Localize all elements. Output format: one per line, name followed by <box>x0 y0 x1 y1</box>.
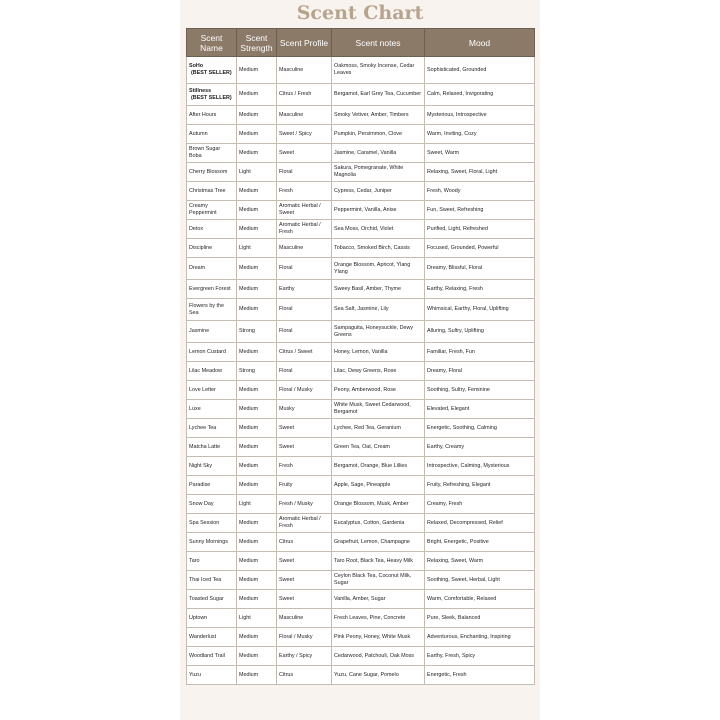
scent-table <box>186 28 535 685</box>
table-row <box>187 514 535 533</box>
cell-profile: Fresh / Musky <box>277 495 332 514</box>
cell-profile: Masculine <box>277 239 332 258</box>
cell-mood: Whimsical, Earthy, Floral, Uplifting <box>425 299 535 321</box>
cell-scent-name: Jasmine <box>187 321 237 343</box>
table-row <box>187 201 535 220</box>
cell-scent-name: Taro <box>187 552 237 571</box>
cell-notes: Jasmine, Caramel, Vanilla <box>332 144 425 163</box>
cell-scent-name: Cherry Blossom <box>187 163 237 182</box>
cell-profile: Earthy / Spicy <box>277 647 332 666</box>
best-seller-tag: (BEST SELLER) <box>191 94 232 101</box>
table-row <box>187 381 535 400</box>
table-row <box>187 84 535 106</box>
cell-scent-name: Autumn <box>187 125 237 144</box>
cell-mood: Fruity, Refreshing, Elegant <box>425 476 535 495</box>
cell-notes: Tobacco, Smoked Birch, Cassis <box>332 239 425 258</box>
cell-strength: Medium <box>237 628 277 647</box>
table-row <box>187 628 535 647</box>
cell-mood: Bright, Energetic, Positive <box>425 533 535 552</box>
table-row <box>187 476 535 495</box>
cell-strength: Medium <box>237 125 277 144</box>
cell-profile: Sweet <box>277 419 332 438</box>
table-row <box>187 457 535 476</box>
cell-profile: Floral <box>277 299 332 321</box>
cell-strength: Medium <box>237 343 277 362</box>
cell-mood: Dreamy, Floral <box>425 362 535 381</box>
cell-profile: Floral <box>277 258 332 280</box>
cell-notes: Cedarwood, Patchouli, Oak Moss <box>332 647 425 666</box>
table-row <box>187 533 535 552</box>
cell-mood: Relaxing, Sweet, Warm <box>425 552 535 571</box>
header-scent-strength: Scent Strength <box>237 29 277 57</box>
cell-scent-name: Lemon Custard <box>187 343 237 362</box>
cell-strength: Medium <box>237 400 277 419</box>
cell-scent-name: Night Sky <box>187 457 237 476</box>
cell-mood: Soothing, Sultry, Feminine <box>425 381 535 400</box>
cell-notes: Peppermint, Vanilla, Anise <box>332 201 425 220</box>
header-scent-profile: Scent Profile <box>277 29 332 57</box>
cell-scent-name: Wanderlust <box>187 628 237 647</box>
cell-scent-name: Lilac Meadow <box>187 362 237 381</box>
header-scent-name: Scent Name <box>187 29 237 57</box>
cell-mood: Pure, Sleek, Balanced <box>425 609 535 628</box>
cell-strength: Medium <box>237 106 277 125</box>
table-row <box>187 220 535 239</box>
cell-mood: Soothing, Sweet, Herbal, Light <box>425 571 535 590</box>
cell-strength: Medium <box>237 666 277 685</box>
cell-scent-name: Detox <box>187 220 237 239</box>
cell-mood: Warm, Comfortable, Relaxed <box>425 590 535 609</box>
table-row <box>187 571 535 590</box>
table-row <box>187 400 535 419</box>
cell-notes: Bergamot, Orange, Blue Lillies <box>332 457 425 476</box>
cell-profile: Floral / Musky <box>277 628 332 647</box>
cell-strength: Medium <box>237 457 277 476</box>
cell-notes: Oakmoss, Smoky Incense, Cedar Leaves <box>332 57 425 84</box>
cell-notes: Vanilla, Amber, Sugar <box>332 590 425 609</box>
table-row <box>187 163 535 182</box>
cell-notes: Pink Peony, Honey, White Musk <box>332 628 425 647</box>
cell-mood: Creamy, Fresh <box>425 495 535 514</box>
cell-profile: Sweet <box>277 571 332 590</box>
cell-mood: Earthy, Fresh, Spicy <box>425 647 535 666</box>
cell-strength: Medium <box>237 201 277 220</box>
cell-mood: Warm, Inviting, Cozy <box>425 125 535 144</box>
cell-mood: Elevated, Elegant <box>425 400 535 419</box>
table-row <box>187 182 535 201</box>
cell-scent-name: Yuzu <box>187 666 237 685</box>
cell-profile: Floral <box>277 321 332 343</box>
cell-notes: Sea Salt, Jasmine, Lily <box>332 299 425 321</box>
header-scent-notes: Scent notes <box>332 29 425 57</box>
cell-profile: Fresh <box>277 457 332 476</box>
cell-notes: Lychee, Red Tea, Geranium <box>332 419 425 438</box>
cell-scent-name: Dream <box>187 258 237 280</box>
cell-profile: Aromatic Herbal / Fresh <box>277 514 332 533</box>
cell-notes: Honey, Lemon, Vanilla <box>332 343 425 362</box>
cell-mood: Alluring, Sultry, Uplifting <box>425 321 535 343</box>
cell-mood: Calm, Relaxed, Invigorating <box>425 84 535 106</box>
cell-scent-name: Love Letter <box>187 381 237 400</box>
cell-profile: Citrus / Sweet <box>277 343 332 362</box>
table-row <box>187 57 535 84</box>
cell-mood: Sophisticated, Grounded <box>425 57 535 84</box>
cell-scent-name: Woodland Trail <box>187 647 237 666</box>
cell-scent-name: Luxe <box>187 400 237 419</box>
cell-scent-name: After Hours <box>187 106 237 125</box>
cell-profile: Sweet <box>277 144 332 163</box>
table-row <box>187 438 535 457</box>
cell-strength: Medium <box>237 280 277 299</box>
cell-mood: Dreamy, Blissful, Floral <box>425 258 535 280</box>
cell-strength: Strong <box>237 362 277 381</box>
cell-notes: Sampaguita, Honeysuckle, Dewy Greens <box>332 321 425 343</box>
cell-notes: Eucalyptus, Cotton, Gardenia <box>332 514 425 533</box>
table-row <box>187 666 535 685</box>
cell-strength: Medium <box>237 84 277 106</box>
cell-notes: Smoky Vetiver, Amber, Timbers <box>332 106 425 125</box>
cell-mood: Relaxing, Sweet, Floral, Light <box>425 163 535 182</box>
cell-strength: Medium <box>237 381 277 400</box>
cell-strength: Medium <box>237 299 277 321</box>
cell-notes: Peony, Amberwood, Rose <box>332 381 425 400</box>
table-row <box>187 552 535 571</box>
table-row <box>187 144 535 163</box>
cell-mood: Energetic, Fresh <box>425 666 535 685</box>
table-row <box>187 299 535 321</box>
cell-scent-name: Flowers by the Sea <box>187 299 237 321</box>
cell-notes: Bergamot, Earl Grey Tea, Cucumber <box>332 84 425 106</box>
chart-title: Scent Chart <box>296 2 424 24</box>
cell-notes: White Musk, Sweet Cedarwood, Bergamot <box>332 400 425 419</box>
cell-profile: Fruity <box>277 476 332 495</box>
cell-scent-name: Creamy Peppermint <box>187 201 237 220</box>
cell-scent-name: Evergreen Forest <box>187 280 237 299</box>
cell-notes: Sweey Basil, Amber, Thyme <box>332 280 425 299</box>
cell-scent-name: Paradise <box>187 476 237 495</box>
cell-mood: Fun, Sweet, Refreshing <box>425 201 535 220</box>
cell-profile: Sweet / Spicy <box>277 125 332 144</box>
cell-profile: Citrus <box>277 533 332 552</box>
best-seller-tag: (BEST SELLER) <box>191 70 232 76</box>
cell-strength: Medium <box>237 438 277 457</box>
cell-mood: Relaxed, Decompressed, Relief <box>425 514 535 533</box>
cell-scent-name <box>187 57 237 84</box>
cell-mood: Mysterious, Introspective <box>425 106 535 125</box>
cell-mood: Focused, Grounded, Powerful <box>425 239 535 258</box>
cell-strength: Light <box>237 495 277 514</box>
cell-scent-name: Sunny Mornings <box>187 533 237 552</box>
cell-scent-name: Lychee Tea <box>187 419 237 438</box>
cell-profile: Aromatic Herbal / Fresh <box>277 220 332 239</box>
table-row <box>187 343 535 362</box>
cell-strength: Medium <box>237 590 277 609</box>
cell-notes: Green Tea, Oat, Cream <box>332 438 425 457</box>
cell-scent-name <box>187 84 237 106</box>
table-row <box>187 495 535 514</box>
cell-profile: Sweet <box>277 438 332 457</box>
cell-notes: Ceylon Black Tea, Coconut Milk, Sugar <box>332 571 425 590</box>
cell-profile: Sweet <box>277 590 332 609</box>
cell-profile: Floral / Musky <box>277 381 332 400</box>
cell-profile: Masculine <box>277 106 332 125</box>
cell-strength: Medium <box>237 220 277 239</box>
cell-strength: Light <box>237 163 277 182</box>
cell-scent-name: Toasted Sugar <box>187 590 237 609</box>
cell-mood: Sweet, Warm <box>425 144 535 163</box>
table-row <box>187 280 535 299</box>
cell-notes: Orange Blossom, Apricot, Ylang Ylang <box>332 258 425 280</box>
cell-profile: Musky <box>277 400 332 419</box>
table-header-row <box>187 29 535 57</box>
cell-strength: Light <box>237 239 277 258</box>
cell-profile: Sweet <box>277 552 332 571</box>
cell-mood: Earthy, Relaxing, Fresh <box>425 280 535 299</box>
cell-notes: Fresh Leaves, Pine, Concrete <box>332 609 425 628</box>
cell-notes: Lilac, Dewy Greens, Rose <box>332 362 425 381</box>
cell-strength: Medium <box>237 144 277 163</box>
table-row <box>187 362 535 381</box>
cell-scent-name: Brown Sugar Boba <box>187 144 237 163</box>
table-row <box>187 258 535 280</box>
cell-notes: Yuzu, Cane Sugar, Pomelo <box>332 666 425 685</box>
cell-notes: Grapefruit, Lemon, Champagne <box>332 533 425 552</box>
cell-profile: Masculine <box>277 609 332 628</box>
cell-strength: Medium <box>237 419 277 438</box>
cell-strength: Light <box>237 609 277 628</box>
cell-strength: Strong <box>237 321 277 343</box>
cell-scent-name: Thai Iced Tea <box>187 571 237 590</box>
cell-strength: Medium <box>237 476 277 495</box>
cell-strength: Medium <box>237 552 277 571</box>
table-row <box>187 125 535 144</box>
cell-strength: Medium <box>237 182 277 201</box>
cell-mood: Introspective, Calming, Mysterious <box>425 457 535 476</box>
cell-mood: Adventurous, Enchanting, Inspiring <box>425 628 535 647</box>
header-mood: Mood <box>425 29 535 57</box>
table-row <box>187 239 535 258</box>
cell-profile: Floral <box>277 362 332 381</box>
scent-name-bold: SoHo <box>189 63 204 69</box>
cell-mood: Familiar, Fresh, Fun <box>425 343 535 362</box>
cell-profile: Fresh <box>277 182 332 201</box>
cell-notes: Sea Moss, Orchid, Violet <box>332 220 425 239</box>
cell-strength: Medium <box>237 514 277 533</box>
cell-scent-name: Christmas Tree <box>187 182 237 201</box>
cell-notes: Taro Root, Black Tea, Heavy Milk <box>332 552 425 571</box>
cell-scent-name: Matcha Latte <box>187 438 237 457</box>
table-row <box>187 106 535 125</box>
cell-profile: Earthy <box>277 280 332 299</box>
scent-name-bold: Stillness <box>189 87 212 94</box>
cell-scent-name: Uptown <box>187 609 237 628</box>
cell-mood: Energetic, Soothing, Calming <box>425 419 535 438</box>
cell-profile: Floral <box>277 163 332 182</box>
cell-mood: Earthy, Creamy <box>425 438 535 457</box>
cell-mood: Purified, Light, Refreshed <box>425 220 535 239</box>
table-row <box>187 590 535 609</box>
table-row <box>187 609 535 628</box>
cell-notes: Pumpkin, Persimmon, Clove <box>332 125 425 144</box>
cell-notes: Apple, Sage, Pineapple <box>332 476 425 495</box>
cell-mood: Fresh, Woody <box>425 182 535 201</box>
cell-strength: Medium <box>237 258 277 280</box>
cell-strength: Medium <box>237 647 277 666</box>
cell-scent-name: Spa Session <box>187 514 237 533</box>
cell-profile: Citrus <box>277 666 332 685</box>
table-row <box>187 419 535 438</box>
cell-strength: Medium <box>237 571 277 590</box>
cell-strength: Medium <box>237 57 277 84</box>
cell-scent-name: Snow Day <box>187 495 237 514</box>
cell-strength: Medium <box>237 533 277 552</box>
cell-notes: Orange Blossom, Musk, Amber <box>332 495 425 514</box>
cell-profile: Citrus / Fresh <box>277 84 332 106</box>
table-row <box>187 321 535 343</box>
cell-notes: Sakura, Pomegranate, White Magnolia <box>332 163 425 182</box>
cell-scent-name: Discipline <box>187 239 237 258</box>
table-row <box>187 647 535 666</box>
cell-profile: Aromatic Herbal / Sweet <box>277 201 332 220</box>
cell-notes: Cypress, Cedar, Juniper <box>332 182 425 201</box>
cell-profile: Masculine <box>277 57 332 84</box>
